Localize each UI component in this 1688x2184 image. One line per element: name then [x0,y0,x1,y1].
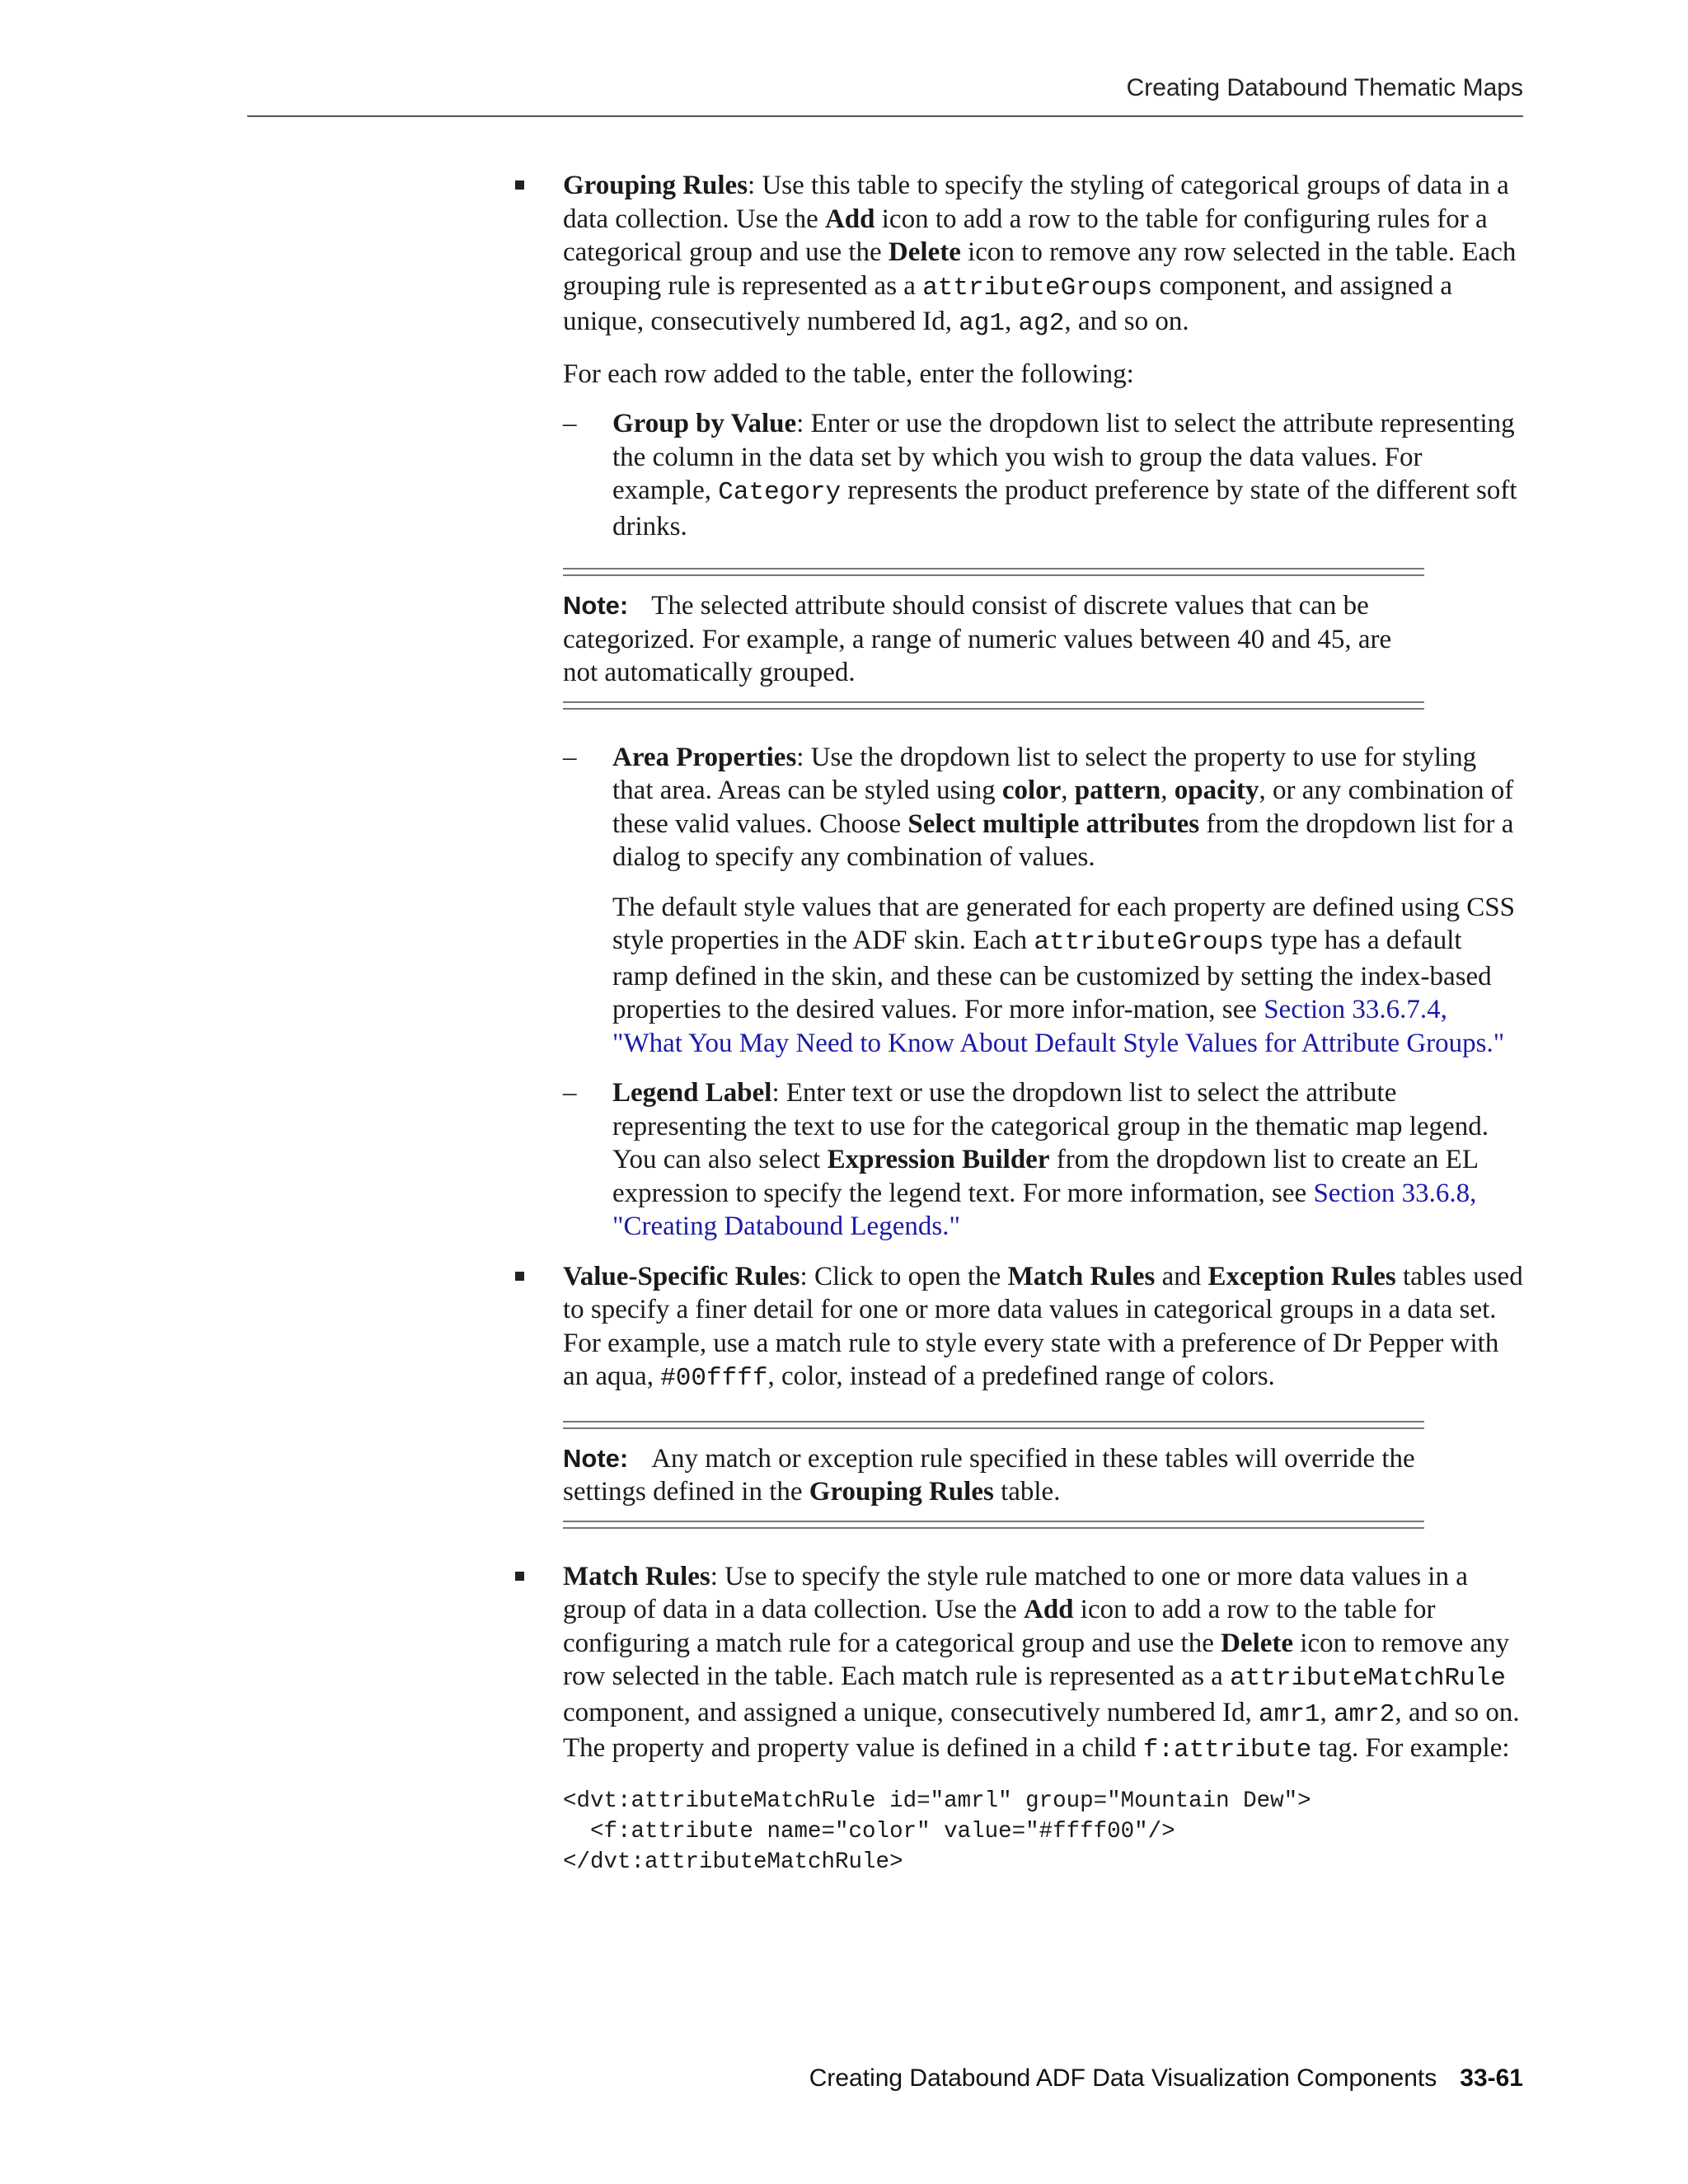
bullet-icon [515,1572,524,1581]
header-rule [247,115,1523,117]
text: tables used to specify a finer detail for one or more data values in categorical groups in a data set. For example, use a match rule to style every state with a preference of Dr Pepper with an aqua, [563,1261,1523,1391]
text: , and so on. The property and property value is defined in a child [563,1697,1520,1763]
bullet-icon [515,180,524,190]
grouping-rules-term: Grouping Rules [563,171,748,200]
grouping-rules-term: Grouping Rules [809,1477,994,1507]
footer-chapter-title: Creating Databound ADF Data Visualization Components [809,2064,1437,2092]
code-f-attribute: f:attribute [1142,1736,1312,1765]
pattern-term: pattern [1074,776,1161,805]
note-top-rule [563,1421,1424,1429]
text: : Enter or use the dropdown list to select the attribute representing the column in the data set by which you wish to group the data values. For example, [612,409,1515,505]
text: : Enter text or use the dropdown list to select the attribute representing the text to use for the categorical group in the thematic map legend. You can also select [612,1078,1489,1174]
code-line: <f:attribute name="color" value="#ffff00"/> [563,1818,1175,1844]
default-style-paragraph [612,891,1523,1061]
note-bottom-rule [563,701,1424,710]
dash-marker: – [563,1078,577,1108]
text: icon to remove any row selected in the table. Each match rule is represented as a [563,1628,1510,1691]
row-intro: For each row added to the table, enter the following: [563,359,1134,389]
area-properties-paragraph [612,741,1523,874]
text: icon to remove any row selected in the table. Each grouping rule is represented as a [563,237,1517,301]
code-line: <dvt:attributeMatchRule id="amrl" group="Mountain Dew"> [563,1788,1311,1814]
text: from the dropdown list to create an EL expression to specify the legend text. For more information, see [612,1145,1478,1208]
text: : Use this table to specify the styling of categorical groups of data in a data collection. Use the [563,171,1509,234]
add-term: Add [1023,1595,1074,1624]
text: : Use the dropdown list to select the property to use for styling that area. Areas can be styled using [612,742,1477,805]
bullet-icon [515,1272,524,1281]
note-text: The selected attribute should consist of discrete values that can be categorized. For example, a range of numeric values between 40 and 45, are not automatically grouped. [563,591,1392,687]
text: component, and assigned a unique, consecutively numbered Id, [563,270,1453,336]
grouping-rules-item [563,169,1523,1244]
match-rules-item [563,1560,1523,1877]
note-bottom-rule [563,1521,1424,1529]
text: , color, instead of a predefined range of colors. [767,1361,1275,1391]
note-text: table. [993,1477,1061,1507]
code-attributematchrule: attributeMatchRule [1230,1664,1506,1693]
text: icon to add a row to the table for configuring rules for a categorical group and use the [563,204,1488,267]
text: tag. For example: [1311,1733,1510,1763]
code-category: Category [718,478,842,507]
note-body [563,576,1424,701]
color-term: color [1001,776,1062,805]
code-ag1: ag1 [959,309,1006,338]
text: type has a default ramp defined in the skin, and these can be customized by setting the index-based properties to the desired values. For more infor-mation, see [612,926,1492,1024]
code-aqua-hex: #00ffff [660,1364,768,1393]
note-top-rule [563,568,1424,576]
text: , and so on. [1064,307,1189,336]
text: and [1155,1261,1208,1291]
text: , [1005,307,1019,336]
databound-legends-link[interactable]: Section 33.6.8, "Creating Databound Legends." [612,1178,1477,1241]
area-properties-term: Area Properties [612,742,797,772]
code-amr2: amr2 [1333,1699,1395,1729]
note-box [563,1421,1424,1529]
note-body [563,1429,1424,1521]
code-line: </dvt:attributeMatchRule> [563,1849,903,1875]
legend-label-term: Legend Label [612,1078,772,1108]
value-specific-term: Value-Specific Rules [563,1261,800,1291]
grouping-rules-paragraph [563,169,1523,341]
select-multiple-term: Select multiple attributes [907,808,1200,839]
group-by-value-paragraph [612,407,1523,543]
add-term: Add [824,204,875,234]
text: icon to add a row to the table for configuring a match rule for a categorical group and use the [563,1595,1436,1658]
match-rules-term: Match Rules [563,1561,710,1591]
legend-label-paragraph [612,1076,1523,1244]
group-by-term: Group by Value [612,409,797,438]
dash-marker: – [563,742,577,772]
note-label: Note: [563,1443,629,1473]
default-style-values-link[interactable]: Section 33.6.7.4, "What You May Need to Know About Default Style Values for Attribute Groups." [612,995,1505,1058]
value-specific-paragraph [563,1260,1523,1396]
text: from the dropdown list for a dialog to specify any combination of values. [612,808,1514,872]
text: , or any combination of these valid values. Choose [612,776,1514,839]
area-properties-item [563,741,1523,1061]
code-ag2: ag2 [1018,309,1065,338]
code-attributegroups: attributeGroups [1034,928,1264,957]
delete-term: Delete [1221,1628,1294,1658]
code-amr1: amr1 [1259,1699,1320,1729]
code-attributegroups: attributeGroups [922,273,1153,302]
legend-label-item [563,1076,1523,1244]
text: The default style values that are generated for each property are defined using CSS style properties in the ADF skin. Each [612,892,1515,955]
page-number: 33-61 [1460,2064,1523,2092]
text: represents the product preference by state of the different soft drinks. [612,476,1517,541]
opacity-term: opacity [1174,776,1259,805]
delete-term: Delete [888,237,961,267]
code-example [563,1786,1523,1877]
text: , [1061,776,1075,805]
group-by-value-item [563,407,1523,543]
note-box [563,568,1424,710]
note-label: Note: [563,591,629,620]
expression-builder-term: Expression Builder [827,1145,1050,1174]
page-footer [809,2064,1523,2093]
value-specific-rules-item [563,1260,1523,1529]
note-text: Any match or exception rule specified in these tables will override the settings defined in the [563,1443,1415,1507]
match-rules-term: Match Rules [1007,1261,1156,1291]
page-content [563,169,1523,1877]
text: : Click to open the [799,1261,1008,1291]
running-header: Creating Databound Thematic Maps [1126,74,1523,101]
match-rules-paragraph [563,1560,1523,1768]
text: : Use to specify the style rule matched to one or more data values in a group of data in a data collection. Use the [563,1561,1468,1624]
text: component, and assigned a unique, consecutively numbered Id, [563,1697,1259,1727]
dash-marker: – [563,409,577,438]
exception-rules-term: Exception Rules [1207,1261,1396,1291]
text: , [1320,1697,1334,1727]
text: , [1160,776,1175,805]
